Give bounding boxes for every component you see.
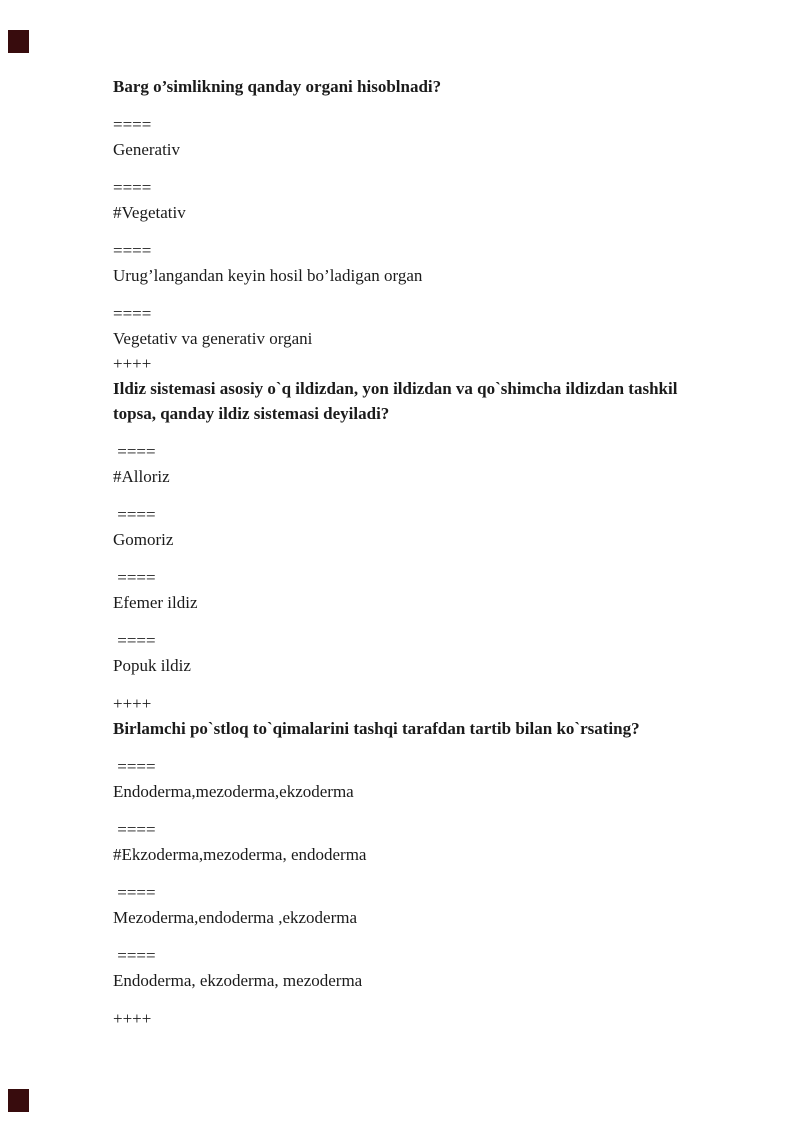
document-line-separator: ==== [113, 946, 156, 965]
scan-mark-bottom-left [8, 1089, 29, 1112]
document-line-answer: #Alloriz [113, 467, 170, 486]
document-line-answer: Vegetativ va generativ organi [113, 329, 313, 348]
scan-mark-top-left [8, 30, 29, 53]
document-line-answer: Endoderma, ekzoderma, mezoderma [113, 971, 363, 990]
document-line-answer: Gomoriz [113, 530, 174, 549]
document-body [113, 74, 773, 1031]
document-line-separator: ==== [113, 820, 156, 839]
document-line-answer: Generativ [113, 140, 181, 159]
document-line-question: topsa, qanday ildiz sistemasi deyiladi? [113, 404, 390, 423]
document-line-separator: ==== [113, 505, 156, 524]
document-line-answer: Urug’langandan keyin hosil bo’ladigan organ [113, 266, 423, 285]
document-line-answer: #Ekzoderma,mezoderma, endoderma [113, 845, 367, 864]
document-line-separator: ==== [113, 757, 156, 776]
document-line-answer: Popuk ildiz [113, 656, 191, 675]
document-line-separator: ==== [113, 568, 156, 587]
document-line-answer: Mezoderma,endoderma ,ekzoderma [113, 908, 358, 927]
document-line-separator: ==== [113, 442, 156, 461]
document-line-answer: Endoderma,mezoderma,ekzoderma [113, 782, 354, 801]
document-line-separator: ==== [113, 883, 156, 902]
document-line-question: Barg o’simlikning qanday organi hisoblnadi? [113, 77, 442, 96]
document-line-separator: ==== [113, 304, 152, 323]
document-line-separator: ==== [113, 178, 152, 197]
document-line-answer: Efemer ildiz [113, 593, 198, 612]
document-line-question: Ildiz sistemasi asosiy o`q ildizdan, yon ildizdan va qo`shimcha ildizdan tashkil [113, 379, 678, 398]
document-line-plus: ++++ [113, 354, 152, 373]
document-line-question: Birlamchi po`stloq to`qimalarini tashqi tarafdan tartib bilan ko`rsating? [113, 719, 640, 738]
document-line-separator: ==== [113, 241, 152, 260]
document-line-plus: ++++ [113, 1009, 152, 1028]
document-line-separator: ==== [113, 631, 156, 650]
document-line-separator: ==== [113, 115, 152, 134]
document-line-plus: ++++ [113, 694, 152, 713]
document-line-answer: #Vegetativ [113, 203, 186, 222]
